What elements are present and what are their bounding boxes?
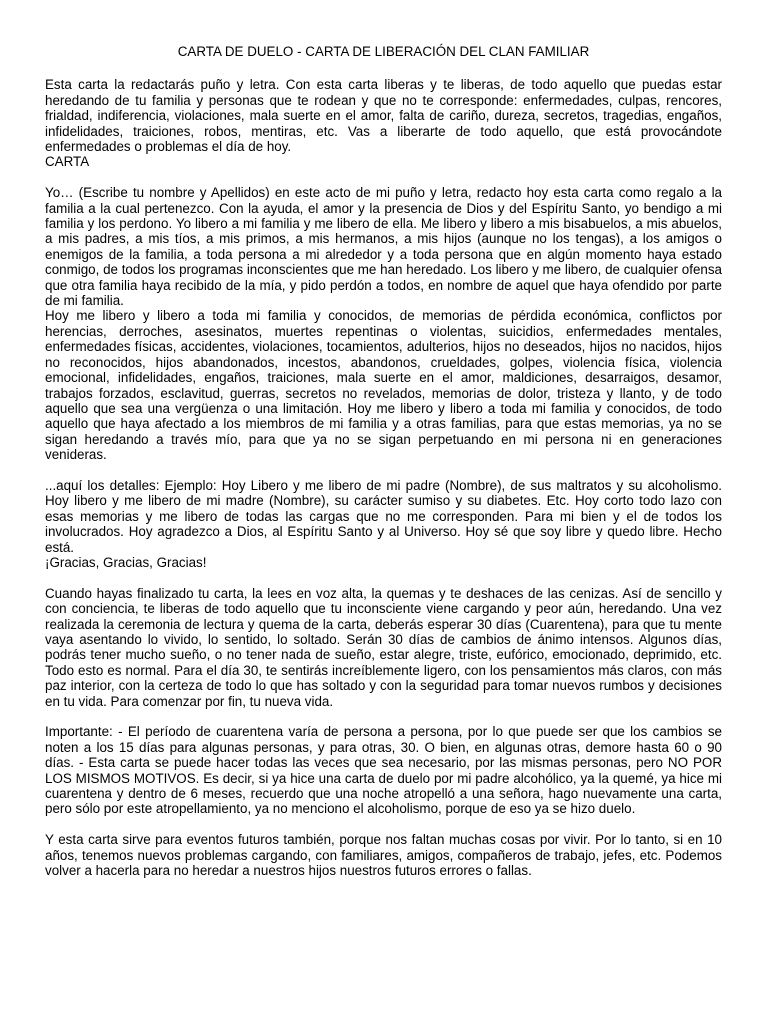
important-paragraph: Importante: - El período de cuarentena varía de persona a persona, por lo que puede ser que los cambios se noten a los 15 días para algunas personas, y para otras, 30. O bien, en algunas otras, demore hasta 60 o 90 días. - Esta carta se puede hacer todas las veces que sea necesario, por las mismas personas, pero NO POR LOS MISMOS MOTIVOS. Es decir, si ya hice una carta de duelo por mi padre alcohólico, ya la quemé, ya hice mi cuarentena y dentro de 6 meses, recuerdo que una noche atropelló a una señora, hago nuevamente una carta, pero sólo por este atropellamiento, ya no menciono el alcoholismo, porque de eso ya se hizo duelo. (45, 724, 722, 817)
gracias-line: ¡Gracias, Gracias, Gracias! (45, 554, 207, 570)
details-paragraph: ...aquí los detalles: Ejemplo: Hoy Libero y me libero de mi padre (Nombre), de sus maltratos y su alcoholismo. Hoy libero y me libero de mi madre (Nombre), su carácter sumiso y su diabetes. Etc. Hoy corto todo lazo con esas memorias y me libero de todas las cargas que no me corresponden. Para mi bien y el de todos los involucrados. Hoy agradezco a Dios, al Espíritu Santo y al Universo. Hoy sé que soy libre y quedo libre. Hecho está. (45, 477, 722, 555)
carta-heading: CARTA (45, 154, 90, 170)
document-title: CARTA DE DUELO - CARTA DE LIBERACIÓN DEL CLAN FAMILIAR (177, 44, 590, 59)
document-page (45, 44, 722, 878)
letter-paragraph-2: Hoy me libero y libero a toda mi familia y conocidos, de memorias de pérdida económica, conflictos por herencias, derroches, asesinatos, muertes repentinas o violentas, suicidios, enfermedades mentales, enfermedades físicas, accidentes, violaciones, tocamientos, adulterios, hijos no deseados, hijos no nacidos, hijos no reconocidos, hijos abandonados, incestos, abandonos, crueldades, golpes, violencia física, violencia emocional, infidelidades, engaños, traiciones, mala suerte en el amor, maldiciones, desarraigos, desamor, trabajos forzados, esclavitud, guerras, secretos no revelados, memorias de dolor, tristeza y llanto, y de todo aquello que sea una vergüenza o una limitación. Hoy me libero y libero a toda mi familia y conocidos, de todo aquello que haya afectado a los miembros de mi familia y a otras familias, para que estas memorias, ya no se sigan heredando a través mío, para que ya no se sigan perpetuando en mi persona ni en generaciones venideras. (45, 308, 722, 463)
future-paragraph: Y esta carta sirve para eventos futuros también, porque nos faltan muchas cosas por vivir. Por lo tanto, si en 10 años, tenemos nuevos problemas cargando, con familiares, amigos, compañeros de trabajo, jefes, etc. Podemos volver a hacerla para no heredar a nuestros hijos nuestros futuros errores o fallas. (45, 832, 722, 879)
instructions-paragraph: Cuando hayas finalizado tu carta, la lees en voz alta, la quemas y te deshaces de las cenizas. Así de sencillo y con conciencia, te liberas de todo aquello que tu inconsciente viene cargando y peor aún, heredando. Una vez realizada la ceremonia de lectura y quema de la carta, deberás esperar 30 días (Cuarentena), para que tu mente vaya asentando lo vivido, lo sentido, lo soltado. Serán 30 días de cambios de ánimo intensos. Algunos días, podrás tener mucho sueño, o no tener nada de sueño, estar alegre, triste, eufórico, emocionado, deprimido, etc. Todo esto es normal. Para el día 30, te sentirás increíblemente ligero, con los pensamientos más claros, con más paz interior, con la certeza de todo lo que has soltado y con la seguridad para tomar nuevos rumbos y decisiones en tu vida. Para comenzar por fin, tu nueva vida. (45, 585, 722, 709)
letter-paragraph-1: Yo… (Escribe tu nombre y Apellidos) en este acto de mi puño y letra, redacto hoy esta carta como regalo a la familia a la cual pertenezco. Con la ayuda, el amor y la presencia de Dios y del Espíritu Santo, yo bendigo a mi familia y los perdono. Yo libero a mi familia y me libero de ella. Me libero y libero a mis bisabuelos, a mis abuelos, a mis padres, a mis tíos, a mis primos, a mis hermanos, a mis hijos (aunque no los tengas), a los amigos o enemigos de la familia, a toda persona a mi alrededor y a toda persona que en algún momento haya estado conmigo, de todos los programas inconscientes que me han heredado. Los libero y me libero, de cualquier ofensa que otra familia haya recibido de la mía, y pido perdón a todos, en nombre de aquel que haya ofendido por parte de mi familia. (45, 185, 722, 309)
intro-paragraph: Esta carta la redactarás puño y letra. Con esta carta liberas y te liberas, de todo aquello que puedas estar heredando de tu familia y personas que te rodean y que no te corresponde: enfermedades, culpas, rencores, frialdad, indiferencia, violaciones, mala suerte en el amor, falta de cariño, dureza, secretos, tragedias, engaños, infidelidades, traiciones, robos, mentiras, etc. Vas a liberarte de todo aquello, que está provocándote enfermedades o problemas el día de hoy. (45, 77, 722, 155)
